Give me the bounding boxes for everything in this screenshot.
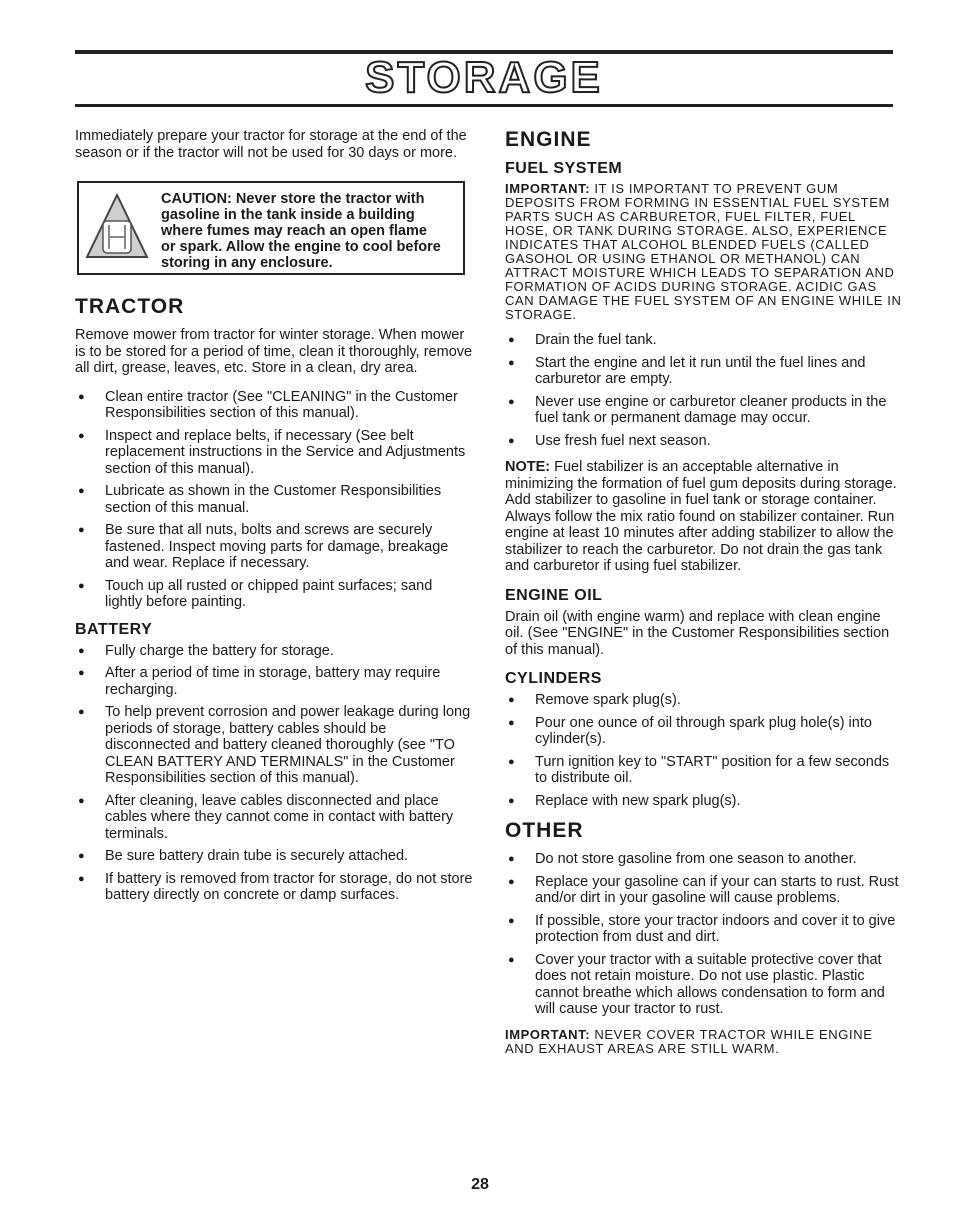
page-title: STORAGE	[365, 53, 603, 102]
bullet-icon: ●	[508, 953, 515, 966]
bullet-icon: ●	[508, 395, 515, 408]
fuel-system-list	[505, 332, 902, 449]
engine-oil-heading: ENGINE OIL	[505, 586, 603, 604]
engine-heading: ENGINE	[505, 128, 592, 151]
list-item: ● Do not store gasoline from one season to another.	[508, 851, 857, 867]
intro-paragraph: Immediately prepare your tractor for storage at the end of the season or if the tractor will not be used for 30 days or more.	[75, 128, 467, 161]
other-list	[505, 851, 902, 1018]
list-item: ● After a period of time in storage, battery may require recharging.	[78, 665, 441, 698]
left-column	[75, 128, 473, 914]
bullet-icon: ●	[78, 644, 85, 657]
other-important-notice	[505, 1028, 902, 1056]
tractor-heading: TRACTOR	[75, 295, 185, 318]
bullet-icon: ●	[508, 356, 515, 369]
header-bottom-rule	[75, 104, 893, 107]
bullet-icon: ●	[508, 875, 515, 888]
caution-text: CAUTION: Never store the tractor with gasoline in the tank inside a building where fumes may reach an open flame or spark. Allow the engine to cool before storing in any enclosure.	[161, 191, 441, 271]
bullet-icon: ●	[508, 694, 515, 706]
list-item: ● Use fresh fuel next season.	[508, 432, 711, 449]
bullet-icon: ●	[508, 334, 515, 346]
list-item: ● Clean entire tractor (See "CLEANING" in the Customer Responsibilities section of this manual).	[78, 388, 458, 421]
fuel-note	[505, 459, 902, 575]
bullet-icon: ●	[78, 429, 85, 442]
caution-box	[77, 181, 465, 275]
list-item: ● Pour one ounce of oil through spark plug hole(s) into cylinder(s).	[508, 714, 872, 747]
bullet-icon: ●	[78, 872, 85, 885]
fuel-system-heading: FUEL SYSTEM	[505, 160, 623, 177]
battery-heading: BATTERY	[75, 620, 153, 638]
list-item: ● Be sure that all nuts, bolts and screws are securely fastened. Inspect moving parts for damage, breakage and wear. Replace if necessary.	[78, 522, 449, 571]
tractor-list	[75, 389, 473, 611]
bullet-icon: ●	[78, 794, 85, 807]
bullet-icon: ●	[508, 794, 515, 807]
tractor-paragraph: Remove mower from tractor for winter storage. When mower is to be stored for a period of time, clean it thoroughly, remove all dirt, grease, leaves, etc. Store in a clean, dry area.	[75, 327, 473, 376]
bullet-icon: ●	[508, 914, 515, 927]
bullet-icon: ●	[78, 850, 85, 862]
bullet-icon: ●	[78, 706, 85, 718]
engine-oil-paragraph: Drain oil (with engine warm) and replace with clean engine oil. (See "ENGINE" in the Customer Responsibilities section of this manual).	[505, 608, 890, 658]
note-label: NOTE:	[505, 459, 551, 475]
list-item: ● Remove spark plug(s).	[508, 692, 681, 708]
bullet-icon: ●	[508, 755, 515, 768]
other-heading: OTHER	[505, 819, 584, 842]
list-item: ● After cleaning, leave cables disconnected and place cables where they cannot come in contact with battery terminals.	[78, 792, 454, 842]
list-item: ● Cover your tractor with a suitable protective cover that does not retain moisture. Do not use plastic. Plastic cannot breathe which allows condensation to form and will cause your tractor to rust.	[508, 951, 885, 1017]
list-item: ● Turn ignition key to "START" position for a few seconds to distribute oil.	[508, 753, 890, 786]
list-item: ● Touch up all rusted or chipped paint surfaces; sand lightly before painting.	[78, 577, 433, 610]
bullet-icon: ●	[78, 579, 85, 592]
note-text: Fuel stabilizer is an acceptable alternative in minimizing the formation of fuel gum deposits during storage. Add stabilizer to gasoline in fuel tank or storage container. Always follow the mix ratio found on stabilizer container. Run engine at least 10 minutes after adding stabilizer to allow the stabilizer to reach the carburetor. Do not drain the gas tank and carburetor if using fuel stabilizer.	[505, 459, 897, 574]
list-item: ● Never use engine or carburetor cleaner products in the fuel tank or permanent damage may occur.	[508, 393, 887, 426]
important-label: IMPORTANT:	[505, 181, 591, 196]
cylinders-list	[505, 692, 902, 809]
list-item: ● Replace your gasoline can if your can starts to rust. Rust and/or dirt in your gasoline will cause problems.	[508, 873, 899, 906]
list-item: ● Fully charge the battery for storage.	[78, 642, 334, 659]
list-item: ● If possible, store your tractor indoors and cover it to give protection from dust and dirt.	[508, 912, 896, 945]
list-item: ● To help prevent corrosion and power leakage during long periods of storage, battery cables should be disconnected and battery cleaned thoroughly (see "TO CLEAN BATTERY AND TERMINALS" in the Customer Responsibilities section of this manual).	[78, 704, 471, 786]
cylinders-heading: CYLINDERS	[505, 670, 602, 687]
list-item: ● Be sure battery drain tube is securely attached.	[78, 848, 409, 864]
bullet-icon: ●	[78, 667, 85, 679]
bullet-icon: ●	[78, 485, 85, 497]
list-item: ● Lubricate as shown in the Customer Responsibilities section of this manual.	[78, 483, 442, 516]
important-label: IMPORTANT:	[505, 1026, 591, 1042]
list-item: ● Inspect and replace belts, if necessary (See belt replacement instructions in the Service and Adjustments section of this manual).	[78, 427, 466, 477]
page-number: 28	[471, 1176, 489, 1193]
right-column	[505, 128, 902, 1066]
bullet-icon: ●	[508, 716, 515, 729]
list-item: ● Start the engine and let it run until the fuel lines and carburetor are empty.	[508, 354, 866, 387]
bullet-icon: ●	[508, 434, 515, 447]
list-item: ● If battery is removed from tractor for storage, do not store battery directly on concrete or damp surfaces.	[78, 870, 473, 903]
list-item: ● Drain the fuel tank.	[508, 332, 657, 348]
warning-triangle-icon	[85, 191, 149, 261]
fuel-important-notice	[505, 182, 902, 322]
important-text: IT IS IMPORTANT TO PREVENT GUM DEPOSITS FROM FORMING IN ESSENTIAL FUEL SYSTEM PARTS SUCH AS CARBURETOR, FUEL FILTER, FUEL HOSE, OR TANK DURING STORAGE. ALSO, EXPERIENCE INDICATES THAT ALCOHOL BLENDED FUELS (CALLED GASOHOL OR USING ETHANOL OR METHANOL) CAN ATTRACT MOISTURE WHICH LEADS TO SEPARATION AND FORMATION OF ACIDS DURING STORAGE. ACIDIC GAS CAN DAMAGE THE FUEL SYSTEM OF AN ENGINE WHILE IN STORAGE.	[505, 181, 902, 322]
bullet-icon: ●	[508, 853, 515, 865]
bullet-icon: ●	[78, 390, 85, 403]
list-item: ● Replace with new spark plug(s).	[508, 792, 741, 809]
important-text: NEVER COVER TRACTOR WHILE ENGINE AND EXHAUST AREAS ARE STILL WARM.	[505, 1026, 873, 1056]
bullet-icon: ●	[78, 524, 85, 536]
battery-list	[75, 643, 473, 904]
